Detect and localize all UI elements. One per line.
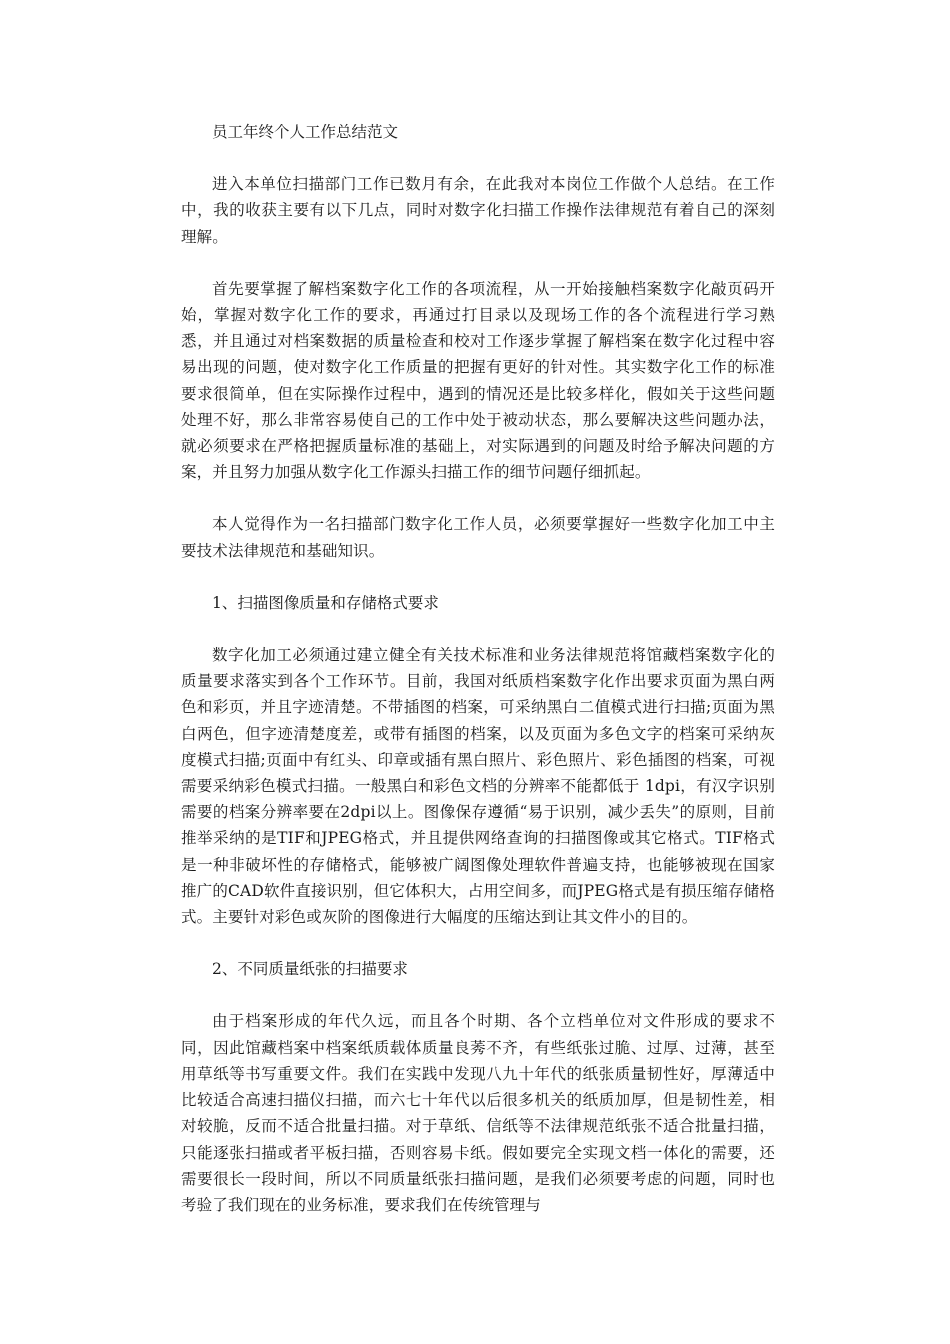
section-heading-scan-quality: 1、扫描图像质量和存储格式要求 [212, 593, 439, 612]
paragraph-scan-quality: 数字化加工必须通过建立健全有关技术标准和业务法律规范将馆藏档案数字化的质量要求落实到各个工作环节。目前，我国对纸质档案数字化作出要求页面为黑白两色和彩页，并且字迹清楚。不带插图的档案，可采纳黑白二值模式进行扫描;页面为黑白两色，但字迹清楚度差，或带有插图的档案，以及页面为多色文字的档案可采纳灰度模式扫描;页面中有红头、印章或插有黑白照片、彩色照片、彩色插图的档案，可视需要采纳彩色模式扫描。一般黑白和彩色文档的分辨率不能都低于 1dpi，有汉字识别需要的档案分辨率要在2dpi以上。图像保存遵循“易于识别，减少丢失”的原则，目前推举采纳的是TIF和JPEG格式，并且提供网络查询的扫描图像或其它格式。TIF格式是一种非破坏性的存储格式，能够被广阔图像处理软件普遍支持，也能够被现在国家推广的CAD软件直接识别，但它体积大，占用空间多，而JPEG格式是有损压缩存储格式。主要针对彩色或灰阶的图像进行大幅度的压缩达到让其文件小的目的。 [181, 646, 775, 927]
section-heading-paper-quality: 2、不同质量纸张的扫描要求 [212, 960, 408, 979]
paragraph-workflow: 首先要掌握了解档案数字化工作的各项流程，从一开始接触档案数字化敲页码开始，掌握对数字化工作的要求，再通过打目录以及现场工作的各个流程进行学习熟悉，并且通过对档案数据的质量检查和校对工作逐步掌握了解档案在数字化过程中容易出现的问题，使对数字化工作质量的把握有更好的针对性。其实数字化工作的标准要求很简单，但在实际操作过程中，遇到的情况还是比较多样化，假如关于这些问题处理不好，那么非常容易使自己的工作中处于被动状态，那么要解决这些问题办法，就必须要求在严格把握质量标准的基础上，对实际遇到的问题及时给予解决问题的方案，并且努力加强从数字化工作源头扫描工作的细节问题仔细抓起。 [181, 279, 775, 482]
document-page [181, 119, 775, 1244]
paragraph-paper-quality: 由于档案形成的年代久远，而且各个时期、各个立档单位对文件形成的要求不同，因此馆藏档案中档案纸质载体质量良莠不齐，有些纸张过脆、过厚、过薄，甚至用草纸等书写重要文件。我们在实践中发现八九十年代的纸张质量韧性好，厚薄适中比较适合高速扫描仪扫描，而六七十年代以后很多机关的纸质加厚，但是韧性差，相对较脆，反而不适合批量扫描。对于草纸、信纸等不法律规范纸张不适合批量扫描，只能逐张扫描或者平板扫描，否则容易卡纸。假如要完全实现文档一体化的需要，还需要很长一段时间，所以不同质量纸张扫描问题，是我们必须要考虑的问题，同时也考验了我们现在的业务标准，要求我们在传统管理与 [181, 1012, 775, 1214]
paragraph-knowledge: 本人觉得作为一名扫描部门数字化工作人员，必须要掌握好一些数字化加工中主要技术法律规范和基础知识。 [181, 515, 775, 560]
document-title: 员工年终个人工作总结范文 [212, 123, 399, 141]
paragraph-intro: 进入本单位扫描部门工作已数月有余，在此我对本岗位工作做个人总结。在工作中，我的收获主要有以下几点，同时对数字化扫描工作操作法律规范有着自己的深刻理解。 [181, 175, 775, 246]
